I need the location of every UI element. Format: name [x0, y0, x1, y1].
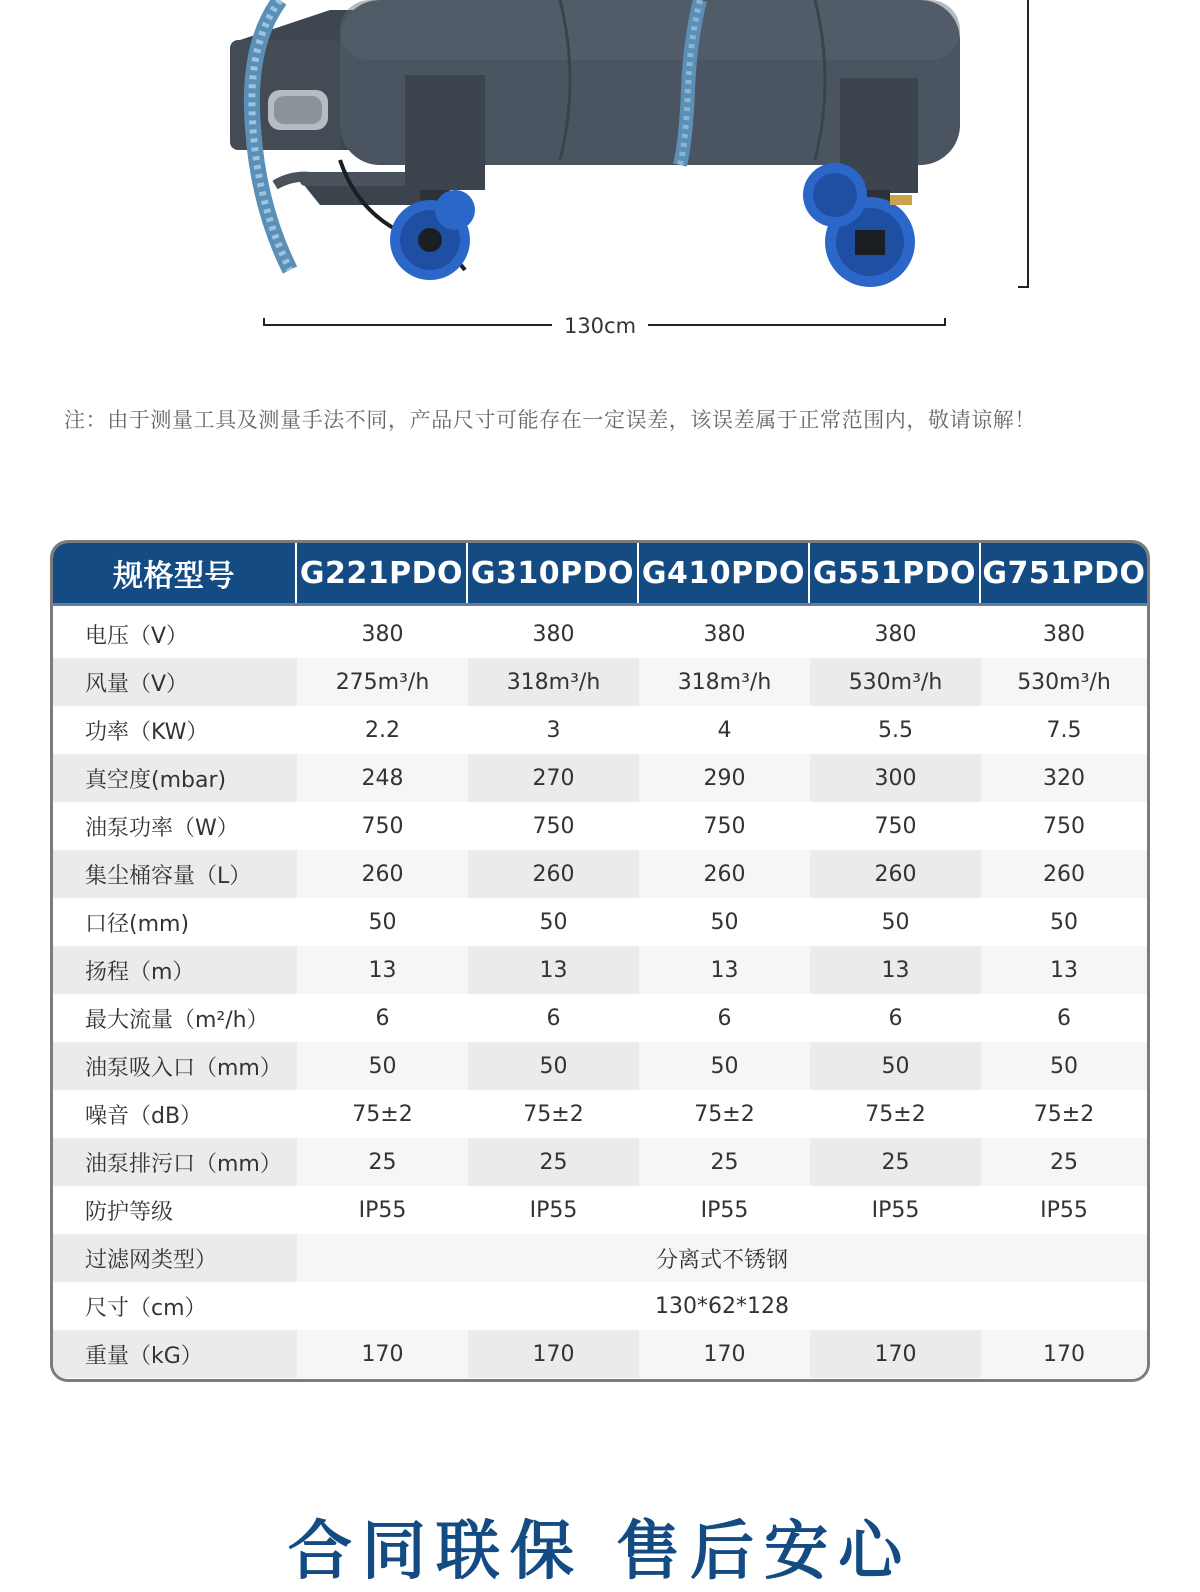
row-value: 300 [810, 754, 981, 802]
row-value: 750 [1043, 813, 1085, 839]
row-label: 真空度(mbar) [53, 754, 297, 802]
product-image [0, 0, 1200, 350]
row-value: 75±2 [352, 1101, 413, 1127]
header-cell-g751pdo: G751PDO [982, 555, 1146, 591]
row-label: 最大流量（m²/h） [85, 1007, 269, 1033]
table-row [53, 994, 1147, 1042]
header-cell-g551pdo: G551PDO [810, 543, 981, 603]
row-value: 260 [810, 850, 981, 898]
row-value: 248 [297, 754, 468, 802]
row-value: 50 [710, 909, 739, 935]
row-value: 50 [368, 909, 397, 935]
row-value: 750 [532, 813, 575, 839]
row-value: 275m³/h [297, 658, 468, 706]
row-value: 2.2 [365, 717, 400, 743]
table-row [53, 1330, 1147, 1378]
row-value: 75±2 [865, 1101, 926, 1127]
table-row [53, 754, 1147, 802]
row-value: 170 [810, 1330, 981, 1378]
row-label: 口径(mm) [85, 911, 190, 937]
row-value: 50 [810, 1042, 981, 1090]
row-value: IP55 [358, 1197, 407, 1223]
row-value: 260 [468, 850, 639, 898]
row-value: 530m³/h [810, 658, 981, 706]
row-value: 380 [361, 621, 404, 647]
row-value: 50 [639, 1042, 810, 1090]
row-value: 13 [297, 946, 468, 994]
row-value: 380 [1043, 621, 1085, 647]
row-value: IP55 [1040, 1197, 1088, 1223]
table-row [53, 1090, 1147, 1138]
row-label: 风量（V） [53, 658, 297, 706]
row-value: 5.5 [878, 717, 913, 743]
row-label: 油泵吸入口（mm） [53, 1042, 297, 1090]
row-value: 50 [1050, 909, 1078, 935]
row-value: 320 [981, 754, 1147, 802]
row-value: 50 [297, 1042, 468, 1090]
row-value: 6 [375, 1005, 390, 1031]
table-row [53, 850, 1147, 898]
row-value: 4 [717, 717, 732, 743]
spec-table-body [53, 610, 1147, 1378]
table-row [53, 1138, 1147, 1186]
row-value: 13 [981, 946, 1147, 994]
row-span-value: 分离式不锈钢 [297, 1234, 1147, 1282]
table-row [53, 1042, 1147, 1090]
width-dimension-label: 130cm [552, 314, 648, 338]
row-value: 750 [874, 813, 917, 839]
row-value: 170 [981, 1330, 1147, 1378]
spec-table [50, 540, 1150, 1382]
spec-table-header [53, 543, 1147, 606]
row-value: 6 [717, 1005, 732, 1031]
row-label: 电压（V） [85, 623, 189, 649]
row-value: 260 [639, 850, 810, 898]
row-label: 尺寸（cm） [85, 1295, 207, 1321]
measurement-note: 注：由于测量工具及测量手法不同，产品尺寸可能存在一定误差，该误差属于正常范围内，敬请谅解！ [64, 408, 1036, 432]
row-value: 6 [1057, 1005, 1071, 1031]
row-value: 75±2 [694, 1101, 755, 1127]
row-value: 50 [981, 1042, 1147, 1090]
row-value: 50 [881, 909, 910, 935]
row-value: 25 [468, 1138, 639, 1186]
row-label: 重量（kG） [53, 1330, 297, 1378]
row-value: 25 [297, 1138, 468, 1186]
row-value: 750 [703, 813, 746, 839]
table-row [53, 946, 1147, 994]
table-row [53, 898, 1147, 946]
row-label: 过滤网类型） [53, 1234, 297, 1282]
row-value: 6 [888, 1005, 903, 1031]
row-label: 功率（KW） [85, 719, 209, 745]
row-label: 噪音（dB） [85, 1103, 203, 1129]
row-value: 75±2 [523, 1101, 584, 1127]
row-value: 13 [468, 946, 639, 994]
header-cell-g221pdo: G221PDO [297, 543, 468, 603]
row-value: 50 [468, 1042, 639, 1090]
table-row [53, 610, 1147, 658]
row-value: 530m³/h [981, 658, 1147, 706]
row-label: 油泵功率（W） [85, 815, 239, 841]
row-value: 380 [874, 621, 917, 647]
row-value: 170 [297, 1330, 468, 1378]
row-value: 270 [468, 754, 639, 802]
row-value: 25 [810, 1138, 981, 1186]
section-title: 合同联保 售后安心 [287, 1515, 913, 1589]
row-label: 扬程（m） [53, 946, 297, 994]
table-row [53, 1186, 1147, 1234]
row-value: 380 [703, 621, 746, 647]
row-value: IP55 [529, 1197, 578, 1223]
row-value: 13 [639, 946, 810, 994]
row-value: 6 [546, 1005, 561, 1031]
row-label: 集尘桶容量（L） [53, 850, 297, 898]
row-value: IP55 [700, 1197, 749, 1223]
table-row [53, 1282, 1147, 1330]
row-value: 318m³/h [468, 658, 639, 706]
table-row [53, 706, 1147, 754]
table-row [53, 658, 1147, 706]
row-value: 3 [546, 717, 561, 743]
row-value: 25 [639, 1138, 810, 1186]
row-value: 260 [297, 850, 468, 898]
header-cell-model: 规格型号 [53, 543, 297, 603]
row-value: 318m³/h [639, 658, 810, 706]
row-value: 750 [361, 813, 404, 839]
row-value: 25 [981, 1138, 1147, 1186]
table-row [53, 1234, 1147, 1282]
row-value: 170 [639, 1330, 810, 1378]
row-value: 290 [639, 754, 810, 802]
row-value: 170 [468, 1330, 639, 1378]
row-label: 防护等级 [85, 1199, 174, 1225]
row-value: 260 [981, 850, 1147, 898]
table-row [53, 802, 1147, 850]
row-value: 7.5 [1046, 717, 1082, 743]
row-span-value: 130*62*128 [655, 1293, 789, 1319]
row-value: IP55 [871, 1197, 920, 1223]
row-value: 75±2 [1033, 1101, 1095, 1127]
row-label: 油泵排污口（mm） [53, 1138, 297, 1186]
row-value: 13 [810, 946, 981, 994]
header-cell-g310pdo: G310PDO [468, 543, 639, 603]
row-value: 50 [539, 909, 568, 935]
row-value: 380 [532, 621, 575, 647]
header-cell-g410pdo: G410PDO [639, 543, 810, 603]
